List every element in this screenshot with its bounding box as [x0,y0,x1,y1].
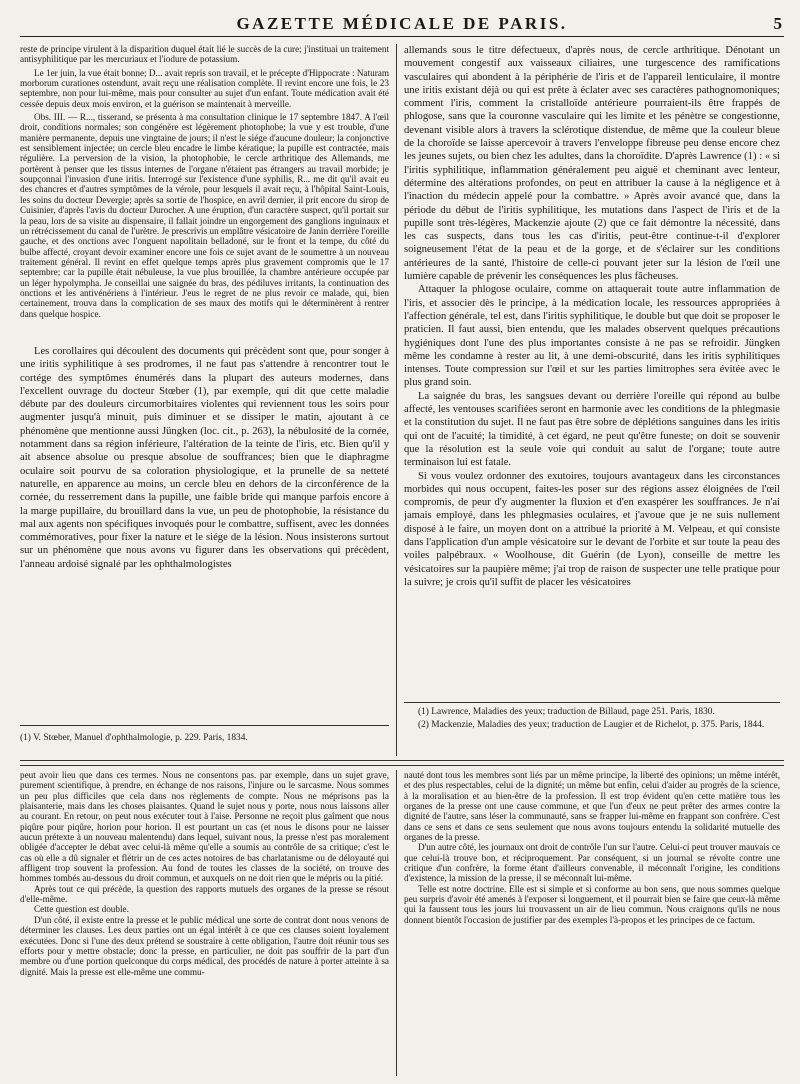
section-separator [20,760,784,766]
paragraph: Le 1er juin, la vue était bonne; D... avait repris son travail, et le précepte d'Hippocrate : Naturam morborum curationes ostendunt, avait reçu une réalisation complète. Il revint encore une fois, le 23 septembre, non pour lui-même, mais pour consulter au sujet d'un enfant. Toute médication avait été cessée depuis deux mois environ, et la guérison se maintenait à merveille. [20,67,389,109]
paragraph: Telle est notre doctrine. Elle est si simple et si conforme au bon sens, que nous sommes quelque peu surpris d'avoir été amenés à l'exposer si longuement, et il pourrait bien se faire que ceux-là même qui la faussent tous les jours lui trouvassent un air de lieu commun. Nous craignons qu'ils ne nous donnent bientôt l'occasion de justifier par des exemples l'à-propos et les principes de ce factum. [404,883,780,925]
upper-right-column [404,44,780,698]
page-header [20,14,784,37]
paragraph: Si vous voulez ordonner des exutoires, toujours avantageux dans les circonstances morbides qui nous occupent, faites-les poser sur des régions assez éloignées de l'œil compromis, de peur d'y augmenter la fluxion et d'en exaspérer les souffrances. Je n'ai jamais employé, dans les phlegmasies oculaires, et j'avoue que je ne suis nullement disposé à le faire, un moyen dont on a attribué la priorité à M. Velpeau, et qui consiste dans l'application d'un ample vésicatoire sur le devant de l'orbite et sur toute la peau des voiles palpébraux. « Woolhouse, dit Guérin (de Lyon), conseille de mettre les vésicatoires sur la paupière même; j'ai trop de raison de suspecter une telle pratique pour la suivre; je crois qu'il suffit de placer les vésicatoires [404,470,780,588]
footnote: (1) V. Stœber, Manuel d'ophthalmologie, p. 229. Paris, 1834. [20,733,248,743]
paragraph: nauté dont tous les membres sont liés par un même principe, la liberté des opinions; un même intérêt, et des plus respectables, celui de la dignité; un même but enfin, celui d'aider au progrès de la science, à la moralisation et au bien-être de la profession. Il est trop évident qu'en cette matière tous les organes de la presse ont une cause commune, et que l'un d'eux ne peut prêter des armes contre la dignité de l'autre, sans léser la communauté, sans se frapper lui-même en frappant son confrère. C'est dans ce sens et dans ce sens seulement que nous avons toujours entendu la solidarité mutuelle des organes de la presse. [404,770,780,843]
paragraph: peut avoir lieu que dans ces termes. Nous ne consentons pas. par exemple, dans un sujet grave, purement scientifique, à prendre, en échange de nos raisons, l'injure ou le sarcasme. Nous sommes un peu plus difficiles que cela dans nos règlements de compte. Nous ne méprisons pas la plaisanterie, mais dans les choses plaisantes. Quand le sujet nous y porte, nous nous laissons aller au courant. En retour, on peut nous exécuter tout à l'aise. Personne ne reçoit plus gaîment que nous piqûre pour piqûre, horion pour horion. Il est pourtant un cas (et nous le disons pour ne laisser aucun prétexte à un nouveau malentendu) dans lequel, suivant nous, la presse n'est pas moralement obligée d'accepter le débat avec celui-là même qu'elle a soumis au contrôle de sa critique; c'est le cas où elle a dû signaler et flétrir un de ces actes notoires de bas charlatanisme ou de déloyauté qui affligent trop souvent la profession. Au fond de toutes les classes de la société, on trouve des hommes tombés au-dessous du droit commun, et auxquels on ne doit rien que le mépris ou la pitié. [20,770,389,884]
upper-left-column [20,44,389,342]
paragraph: reste de principe virulent à la disparition duquel était lié le succès de la cure; j'instituai un traitement antisyphilitique par les mercuriaux et l'iodure de potassium. [20,44,389,65]
lower-right-column [404,770,780,1074]
page-number: 5 [773,14,782,33]
footnote: (2) Mackenzie, Maladies des yeux; traduction de Laugier et de Richelot, p. 375. Paris, 1844. [418,719,765,730]
footnotes-left [20,732,389,752]
paragraph: D'un autre côté, les journaux ont droit de contrôle l'un sur l'autre. Celui-ci peut trouver mauvais ce que celui-là trouve bon, et réciproquement. Par conséquent, si un journal se révolte contre une critique d'un confrère, la forme étant d'ailleurs convenable, il méconnaît l'origine, les conditions d'existence, la mission de la presse, il se méconnaît lui-même. [404,842,780,884]
upper-left-large-text [20,345,389,717]
paragraph: allemands sous le titre défectueux, d'après nous, de cercle arthritique. Dénotant un mouvement congestif aux vaisseaux ciliaires, une turgescence des ramifications vasculaires qui abondent à la périphérie de l'iris et de l'appareil lenticulaire, il montre une iritis existant déjà ou qui est prête à éclater avec ses caractères pathognomoniques; comment l'iris, comment la cristalloïde antérieure pourraient-ils être frappés de phlogose, sans que la couronne vasculaire qui les limite et les pénètre se congestionne, devenant visible alors à travers la sclérotique distendue, de même que la couleur bleue de la choroïde se laisse apercevoir à travers l'enveloppe fibreuse peu dense encore chez les jeunes sujets, ou bien chez les adultes, dans la choroïdite. D'après Lawrence (1) : « si l'iritis syphilitique, inflammation généralement peu aiguë et cheminant avec lenteur, détermine des altérations profondes, on peut en attribuer la cause à la négligence et à l'inaction du médecin appelé pour la combattre. » Après avoir avancé que, dans la période du début de l'iritis syphilitique, les mutations dans l'aspect de l'iris et de la pupille sont très-légères, Mackenzie ajoute (2) que ce fait démontre la nécessité, dans les cas suspects, dans tous les cas d'iritis, peut-être continue-t-il d'explorer soigneusement l'état de la peau et de la gorge, et de s'éclairer sur les conditions antérieures de la santé, l'histoire de celle-ci pouvant jeter sur la lésion de l'œil une lumière capable de prévenir les conséquences les plus fâcheuses. [404,45,780,283]
journal-title: GAZETTE MÉDICALE DE PARIS. [236,14,568,33]
footnote: (1) Lawrence, Maladies des yeux; traduction de Billaud, page 251. Paris, 1830. [418,707,715,717]
footnote-divider [20,725,389,726]
column-divider [396,44,397,756]
paragraph: Après tout ce qui précède, la question des rapports mutuels des organes de la presse se résout d'elle-même. [20,883,389,905]
observation-paragraph: Obs. III. — R..., tisserand, se présenta à ma consultation clinique le 17 septembre 1847. A l'œil droit, conditions normales; son congénère est légèrement photophobe; la vue y est trouble, d'une manière permanente, depuis une vingtaine de jours; il n'est le siége d'aucune douleur; la conjonctive est sensiblement injectée; un cercle bleu encadre le limbe kératique; la pupille est contractée, mais régulière. La perversion de la vision, la photophobie, le cercle arthritique des Allemands, me portèrent à penser que les tissus internes de l'organe n'étaient pas étrangers au travail morbide; je soupçonnai l'invasion d'une iritis. Interrogé sur l'existence d'une syphilis, R... me dit qu'il avait eu des chancres et d'autres symptômes de la vérole, pour lesquels il avait reçu, à l'hôpital Saint-Louis, les soins du docteur Devergie; après sa sortie de l'hospice, en avril dernier, il prit encore du sirop de Cuisinier, d'après l'avis du docteur Durocher. A une éruption, d'un caractère suspect, qu'il portait sur la peau, lors de sa visite au dispensaire, il fallait joindre un engorgement des ganglions inguinaux et un rétrécissement du canal de l'urètre. Je prescrivis un emplâtre vésicatoire de Janin derrière l'oreille gauche, et des onctions avec l'onguent napolitain belladoné, sur le front et la tempe, du côté du bulbe affecté, croyant devoir examiner encore une fois ce sujet avant de le soumettre à un nouveau traitement général. Il revint en effet quelque temps après plus gravement compromis que le 17 septembre; car la pupille était nébuleuse, la vue plus brouillée, la chambre antérieure occupée par un léger hypolympha. Je conseillai une saignée du bras, des pédiluves irritants, la continuation des onctions et les antivénériens à l'intérieur. J'eus le regret de ne plus revoir ce malade, qui, bien certainement, trouva dans la complication de ses maux des motifs qui le déterminèrent à rentrer dans quelque hospice. [20,112,389,319]
paragraph: Les corollaires qui découlent des documents qui précèdent sont que, pour songer à une iritis syphilitique à ses prodromes, il ne faut pas s'attendre à rencontrer tout le cortége des symptômes énumérés dans la plupart des auteurs modernes, dans l'excellent ouvrage du docteur Stœber (1), par exemple, qui dit que cette maladie débute par des douleurs circumorbitaires violentes qui reviennent tous les soirs pour augmenter jusqu'à minuit, puis diminuer et se dissiper le matin, ajoutant à ce phénomène que mentionne aussi Jüngken (loc. cit., p. 263), la nébulosité de la cornée, notamment dans sa région inférieure, l'altération de la teinte de l'iris, etc. Bien qu'il y ait absence absolue ou presque absolue de souffrances; bien que le diaphragme oculaire soit pourvu de sa coloration physiologique, et la prunelle de sa netteté naturelle, en apparence au moins, un cercle bleu en dehors de la circonférence de la cornée, du resserrement dans la pupille, une faible bride qui manque parfois encore à la marge pupillaire, du brouillard dans la vue, un peu de photophobie, la résistance du mal aux agents non spécifiques invoqués pour le combattre, suffisent, avec les données commémoratives, pour fixer la nature et le siége de la lésion. Nous insisterons surtout sur un phénomène que nous avons vu figurer dans les observations qui précèdent, l'anneau ardoisé signalé par les ophthalmologistes [20,346,389,570]
paragraph: D'un côté, il existe entre la presse et le public médical une sorte de contrat dont nous venons de déterminer les clauses. Les deux parties ont un égal intérêt à ce que ces clauses soient loyalement exécutées. Donc si l'une des deux prétend se soustraire à cette obligation, l'autre doit réunir tous ses efforts pour y mettre obstacle; donc la presse, en particulier, ne doit pas souffrir de la part d'un membre ou d'une portion quelconque du corps médical, des procédés de nature à porter atteinte à sa dignité. Mais la presse est elle-même une commu- [20,914,389,977]
paragraph: Cette question est double. [34,904,129,915]
footnote-divider [404,702,780,703]
paragraph: Attaquer la phlogose oculaire, comme on attaquerait toute autre inflammation de l'iris, et associer dès le principe, à la médication locale, les ressources appropriées à l'affection générale, tel est, dans l'iritis syphilitique, le double but que doit se proposer le praticien. Il faut aussi, bien entendu, que les malades observent quelques précautions hygiéniques dont l'une des plus importantes consiste à ne pas se refroidir. Jüngken même les condamne à rester au lit, à une demi-obscurité, dans les iritis syphilitiques intenses. Toute compression sur l'œil et sur les parties limitrophes sera évitée avec le plus grand soin. [404,284,780,389]
lower-left-column [20,770,389,1074]
paragraph: La saignée du bras, les sangsues devant ou derrière l'oreille qui répond au bulbe affecté, les ventouses scarifiées seront en harmonie avec les conditions de la phlegmasie et la constitution du sujet. Il ne faut pas être sobre de déplétions sanguines dans les iritis qui ont de l'acuité; la timidité, à cet égard, ne peut qu'être funeste; on doit se souvenir que la résolution est la seule voie qui conduit au salut de l'organe; toute autre terminaison lui est fatale. [404,390,780,469]
footnotes-right [404,706,780,754]
column-divider [396,770,397,1076]
